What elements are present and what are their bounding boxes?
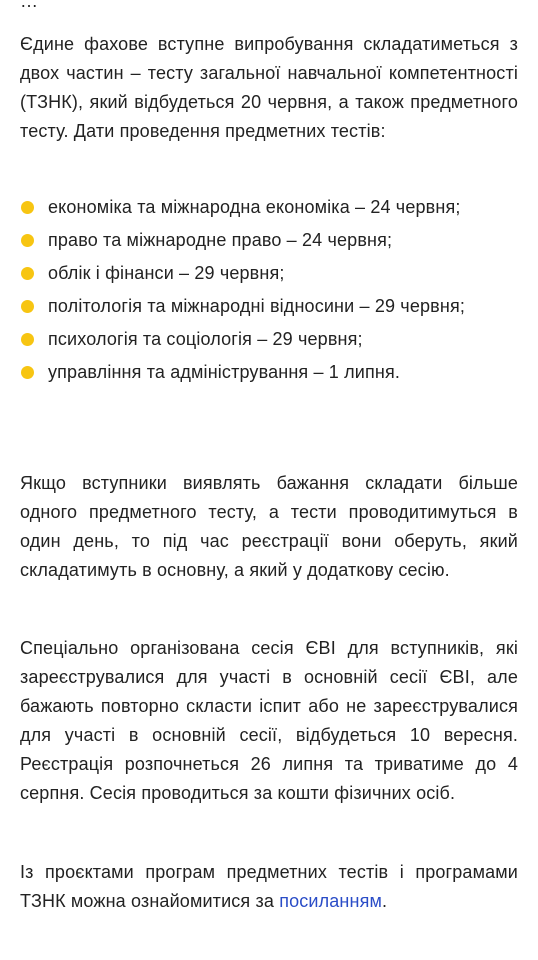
- bullet-dot-icon: [21, 366, 34, 379]
- list-item-text: психологія та соціологія – 29 червня;: [48, 329, 363, 349]
- programs-paragraph: [20, 858, 518, 916]
- programs-link[interactable]: посиланням: [279, 891, 383, 911]
- list-item-text: управління та адміністрування – 1 липня.: [48, 362, 400, 382]
- bullet-dot-icon: [21, 201, 34, 214]
- list-item-text: право та міжнародне право – 24 червня;: [48, 230, 393, 250]
- cut-off-text-line: …: [20, 0, 38, 11]
- list-item-text: облік і фінанси – 29 червня;: [48, 263, 285, 283]
- bullet-dot-icon: [21, 234, 34, 247]
- bullet-dot-icon: [21, 267, 34, 280]
- list-item: [20, 226, 518, 255]
- test-schedule-list: [20, 193, 518, 391]
- list-item: [20, 292, 518, 321]
- special-session-paragraph: Спеціально організована сесія ЄВІ для вступників, які зареєструвалися для участі в основній сесії ЄВІ, але бажають повторно скласти іспит або не зареєструвалися для участі в основній сесії, відбудеться 10 вересня. Реєстрація розпочнеться 26 липня та триватиме до 4 серпня. Сесія проводиться за кошти фізичних осіб.: [20, 638, 518, 803]
- programs-text-end: .: [382, 891, 388, 911]
- list-item: [20, 259, 518, 288]
- multiple-tests-paragraph: Якщо вступники виявлять бажання складати більше одного предметного тесту, а тести проводитимуться в один день, то під час реєстрації вони оберуть, який складатимуть в основну, а який у додаткову сесію.: [20, 473, 518, 580]
- list-item: [20, 358, 518, 387]
- bullet-dot-icon: [21, 300, 34, 313]
- list-item: [20, 325, 518, 354]
- programs-text: Із проєктами програм предметних тестів і програмами ТЗНК можна ознайомитися за: [20, 862, 518, 911]
- list-item-text: політологія та міжнародні відносини – 29 червня;: [48, 296, 465, 316]
- list-item-text: економіка та міжнародна економіка – 24 червня;: [48, 197, 461, 217]
- bullet-dot-icon: [21, 333, 34, 346]
- intro-paragraph: Єдине фахове вступне випробування складатиметься з двох частин – тесту загальної навчальної компетентності (ТЗНК), який відбудеться 20 червня, а також предметного тесту. Дати проведення предметних тестів:: [20, 34, 518, 141]
- list-item: [20, 193, 518, 222]
